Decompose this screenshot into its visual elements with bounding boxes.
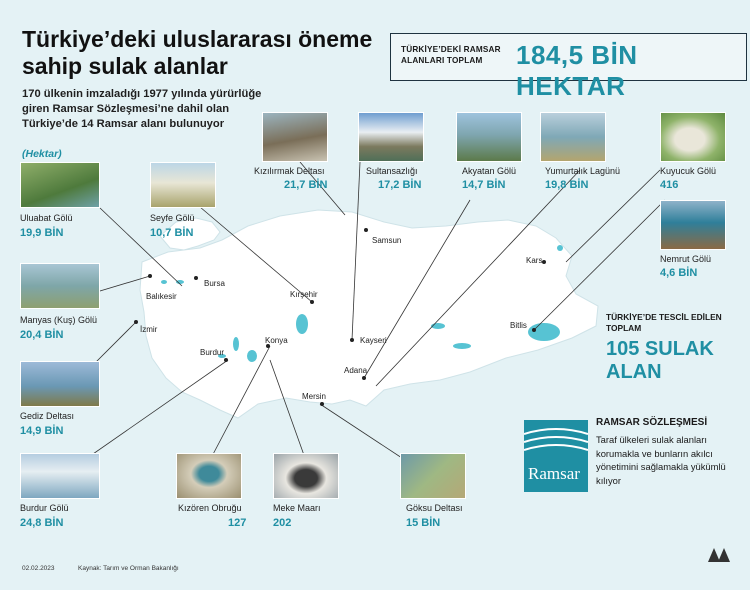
city-label: Kars bbox=[526, 256, 543, 265]
site-name: Burdur Gölü bbox=[20, 503, 69, 513]
city-label: Adana bbox=[344, 366, 368, 375]
lake-tuz bbox=[296, 314, 308, 334]
site-photo bbox=[150, 162, 216, 208]
site-photo bbox=[456, 112, 522, 162]
city-dot bbox=[310, 300, 314, 304]
site-value: 17,2 BİN bbox=[378, 179, 422, 191]
city-label: Konya bbox=[265, 336, 288, 345]
site-name: Uluabat Gölü bbox=[20, 213, 73, 223]
city-dot bbox=[320, 402, 324, 406]
site-value: 4,6 BİN bbox=[660, 267, 698, 279]
site-value: 202 bbox=[273, 517, 292, 529]
lake-van bbox=[528, 323, 560, 341]
ramsar-logo bbox=[524, 420, 588, 492]
site-photo bbox=[540, 112, 606, 162]
total-value: 184,5 BİN HEKTAR bbox=[516, 40, 638, 101]
lake-manyas bbox=[161, 280, 167, 284]
city-dot bbox=[148, 274, 152, 278]
city-label: Samsun bbox=[372, 236, 402, 245]
site-value: 24,8 BİN bbox=[20, 517, 64, 529]
site-photo bbox=[273, 453, 339, 499]
site-value: 20,4 BİN bbox=[20, 329, 64, 341]
city-dot bbox=[532, 328, 536, 332]
aa-logo-icon bbox=[706, 547, 732, 563]
site-photo bbox=[176, 453, 242, 499]
site-value: 14,9 BİN bbox=[20, 425, 64, 437]
site-value: 21,7 BİN bbox=[284, 179, 328, 191]
city-label: İzmir bbox=[140, 325, 158, 334]
ramsar-logo-text: Ramsar bbox=[528, 464, 580, 483]
site-name: Göksu Deltası bbox=[406, 503, 463, 513]
city-dot bbox=[362, 376, 366, 380]
unit-label: (Hektar) bbox=[22, 148, 62, 160]
city-label: Bursa bbox=[204, 279, 225, 288]
site-photo bbox=[20, 263, 100, 309]
site-name: Manyas (Kuş) Gölü bbox=[20, 315, 98, 325]
site-photo bbox=[660, 200, 726, 250]
city-dot bbox=[224, 358, 228, 362]
lake-ataturk-dam bbox=[453, 343, 471, 349]
site-name: Gediz Deltası bbox=[20, 411, 75, 421]
ramsar-text: Taraf ülkeleri sulak alanları korumakla ve bunların akılcı yönetimini sağlamakla yükümlü kılıyor bbox=[596, 434, 726, 486]
site-name: Kızılırmak Deltası bbox=[254, 166, 325, 176]
city-dot bbox=[542, 260, 546, 264]
city-label: Mersin bbox=[302, 392, 327, 401]
site-value: 416 bbox=[660, 179, 679, 191]
city-label: Kırşehir bbox=[290, 290, 318, 299]
site-name: Nemrut Gölü bbox=[660, 254, 712, 264]
city-label: Balıkesir bbox=[146, 292, 177, 301]
total-label: TÜRKİYE’DEKİ RAMSAR ALANLARI TOPLAM bbox=[401, 45, 501, 65]
site-value: 19,9 BİN bbox=[20, 227, 64, 239]
lake-uluabat bbox=[176, 280, 184, 284]
city-dot bbox=[194, 276, 198, 280]
tescil-label: TÜRKİYE’DE TESCİL EDİLEN TOPLAM bbox=[606, 312, 722, 333]
site-name: Sultansazlığı bbox=[366, 166, 418, 176]
tescil-value: 105 SULAK ALAN bbox=[606, 338, 714, 383]
site-value: 10,7 BİN bbox=[150, 227, 194, 239]
site-photo bbox=[660, 112, 726, 162]
site-name: Yumurtalık Lagünü bbox=[545, 166, 621, 176]
city-dot bbox=[350, 338, 354, 342]
site-name: Kızören Obruğu bbox=[178, 503, 242, 513]
lake-beysehir bbox=[247, 350, 257, 362]
site-name: Seyfe Gölü bbox=[150, 213, 195, 223]
city-label: Kayseri bbox=[360, 336, 387, 345]
site-photo bbox=[358, 112, 424, 162]
site-photo bbox=[20, 361, 100, 407]
site-photo bbox=[262, 112, 328, 162]
aa-logo bbox=[706, 547, 732, 563]
subtitle: 170 ülkenin imzaladığı 1977 yılında yürürlüğe giren Ramsar Sözleşmesi’ne dahil olan Türkiye’de 14 Ramsar alanı bulunuyor bbox=[22, 88, 262, 130]
page-title: Türkiye’deki uluslararası öneme sahip sulak alanlar bbox=[22, 26, 373, 79]
site-name: Meke Maarı bbox=[273, 503, 321, 513]
site-name: Akyatan Gölü bbox=[462, 166, 517, 176]
site-photo bbox=[20, 453, 100, 499]
lake-cildir bbox=[557, 245, 563, 251]
city-label: Bitlis bbox=[510, 321, 527, 330]
site-name: Kuyucuk Gölü bbox=[660, 166, 717, 176]
city-label: Burdur bbox=[200, 348, 225, 357]
site-value: 15 BİN bbox=[406, 517, 441, 529]
site-photo bbox=[400, 453, 466, 499]
site-photo bbox=[20, 162, 100, 208]
city-dot bbox=[364, 228, 368, 232]
leader-line bbox=[320, 404, 405, 460]
site-value: 127 bbox=[228, 517, 247, 529]
ramsar-title: RAMSAR SÖZLEŞMESİ bbox=[596, 417, 708, 428]
footer-date: 02.02.2023 bbox=[22, 565, 55, 572]
lake-egirdir bbox=[233, 337, 239, 351]
footer-source: Kaynak: Tarım ve Orman Bakanlığı bbox=[78, 565, 179, 572]
site-value: 19,8 BİN bbox=[545, 179, 589, 191]
site-value: 14,7 BİN bbox=[462, 179, 506, 191]
city-dot bbox=[134, 320, 138, 324]
